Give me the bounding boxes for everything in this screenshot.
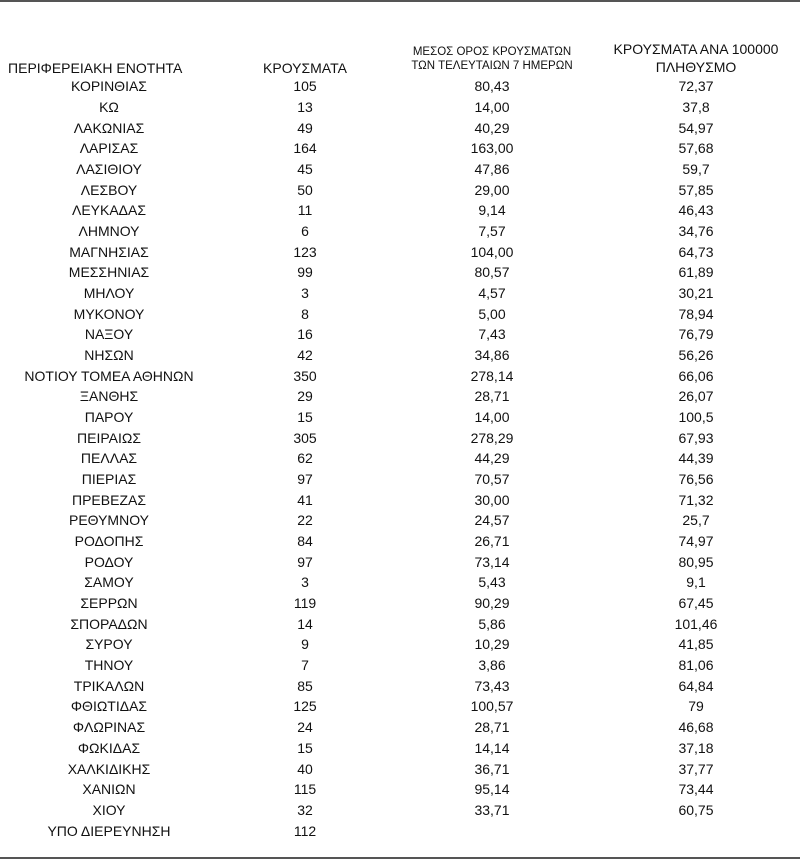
cell-region: ΛΑΚΩΝΙΑΣ xyxy=(73,119,145,136)
cell-per-100k: 66,06 xyxy=(678,367,714,384)
cell-region: ΛΕΣΒΟΥ xyxy=(80,181,138,198)
cell-7day-average: 36,71 xyxy=(474,760,510,777)
cell-cases: 9 xyxy=(301,636,309,653)
table-row xyxy=(0,593,800,614)
table-row xyxy=(0,303,800,324)
bottom-border-line xyxy=(0,857,800,859)
cell-per-100k: 72,37 xyxy=(678,78,714,95)
cell-7day-average: 5,86 xyxy=(478,615,506,632)
table-row xyxy=(0,800,800,821)
cell-region: ΣΠΟΡΑΔΩΝ xyxy=(70,615,148,632)
cell-cases: 350 xyxy=(293,367,317,384)
cell-per-100k: 57,68 xyxy=(678,140,714,157)
cell-cases: 41 xyxy=(297,491,313,508)
cell-per-100k: 41,85 xyxy=(678,636,714,653)
table-row xyxy=(0,531,800,552)
cell-per-100k: 56,26 xyxy=(678,347,714,364)
table-row xyxy=(0,427,800,448)
cell-region: ΛΑΡΙΣΑΣ xyxy=(79,140,139,157)
cell-cases: 15 xyxy=(297,409,313,426)
table-row xyxy=(0,448,800,469)
cell-per-100k: 101,46 xyxy=(674,615,718,632)
cell-7day-average: 44,29 xyxy=(474,450,510,467)
cell-7day-average: 28,71 xyxy=(474,388,510,405)
cell-7day-average: 14,14 xyxy=(474,739,510,756)
cell-region: ΦΘΙΩΤΙΔΑΣ xyxy=(70,698,148,715)
cell-region: ΜΑΓΝΗΣΙΑΣ xyxy=(69,243,149,260)
cell-per-100k: 60,75 xyxy=(678,801,714,818)
cell-per-100k: 46,68 xyxy=(678,719,714,736)
table-row xyxy=(0,613,800,634)
cell-7day-average: 73,43 xyxy=(474,677,510,694)
table-row xyxy=(0,634,800,655)
cell-7day-average: 80,43 xyxy=(474,78,510,95)
cell-cases: 11 xyxy=(297,202,313,219)
cell-7day-average: 33,71 xyxy=(474,801,510,818)
cell-per-100k xyxy=(592,820,800,841)
cell-region: ΚΩ xyxy=(99,99,119,115)
cell-per-100k: 54,97 xyxy=(678,119,714,136)
cell-per-100k: 67,93 xyxy=(678,429,714,446)
cell-per-100k: 30,21 xyxy=(678,285,714,302)
cell-7day-average: 30,00 xyxy=(474,491,510,508)
cell-region: ΤΡΙΚΑΛΩΝ xyxy=(73,677,145,694)
cell-region: ΡΟΔΟΥ xyxy=(84,553,134,570)
table-row xyxy=(0,117,800,138)
cell-cases: 3 xyxy=(301,574,309,591)
table-row xyxy=(0,675,800,696)
cell-7day-average: 163,00 xyxy=(470,140,514,157)
cell-region: ΠΕΛΛΑΣ xyxy=(80,450,138,467)
cell-cases: 49 xyxy=(297,119,313,136)
cell-cases: 97 xyxy=(297,553,313,570)
top-border-line xyxy=(0,0,800,2)
cell-cases: 45 xyxy=(297,161,313,178)
cell-7day-average: 29,00 xyxy=(474,181,510,198)
cell-7day-average: 104,00 xyxy=(470,243,514,260)
cell-cases: 85 xyxy=(297,677,313,694)
cell-region: ΣΕΡΡΩΝ xyxy=(80,595,138,612)
table-row xyxy=(0,76,800,97)
cell-region: ΧΑΝΙΩΝ xyxy=(82,781,136,798)
cell-7day-average: 3,86 xyxy=(478,657,506,674)
cell-cases: 7 xyxy=(301,657,309,674)
cell-per-100k: 67,45 xyxy=(678,595,714,612)
table-row xyxy=(0,489,800,510)
cell-region: ΝΑΞΟΥ xyxy=(84,326,134,343)
header-per-line1: ΚΡΟΥΣΜΑΤΑ ΑΝΑ 100000 xyxy=(613,41,779,57)
cell-7day-average: 47,86 xyxy=(474,161,510,178)
cell-per-100k: 61,89 xyxy=(678,264,714,281)
cell-region: ΚΟΡΙΝΘΙΑΣ xyxy=(71,78,147,95)
cell-per-100k: 64,84 xyxy=(678,677,714,694)
cell-7day-average: 10,29 xyxy=(474,636,510,653)
cell-7day-average: 5,43 xyxy=(478,574,506,591)
cell-per-100k: 73,44 xyxy=(678,781,714,798)
cell-cases: 115 xyxy=(293,781,317,798)
table-row xyxy=(0,97,800,118)
cell-7day-average: 278,29 xyxy=(470,429,514,446)
cell-cases: 105 xyxy=(293,78,317,95)
cell-cases: 24 xyxy=(297,719,313,736)
cell-per-100k: 81,06 xyxy=(678,657,714,674)
cell-per-100k: 79 xyxy=(688,698,704,715)
header-avg-line1: ΜΕΣΟΣ ΟΡΟΣ ΚΡΟΥΣΜΑΤΩΝ xyxy=(412,46,572,58)
cell-cases: 50 xyxy=(297,181,313,198)
cell-per-100k: 78,94 xyxy=(678,305,714,322)
cell-per-100k: 34,76 xyxy=(678,223,714,240)
cell-cases: 97 xyxy=(297,471,313,488)
cell-region: ΞΑΝΘΗΣ xyxy=(79,388,139,405)
header-row xyxy=(0,36,800,76)
header-cases: ΚΡΟΥΣΜΑΤΑ xyxy=(263,60,347,76)
cell-cases: 84 xyxy=(297,533,313,550)
table-row xyxy=(0,469,800,490)
table-row xyxy=(0,779,800,800)
cell-cases: 13 xyxy=(297,99,313,115)
table-row xyxy=(0,551,800,572)
table-row xyxy=(0,738,800,759)
cell-region: ΠΑΡΟΥ xyxy=(84,409,134,426)
cell-region: ΜΗΛΟΥ xyxy=(83,285,135,302)
cell-cases: 40 xyxy=(297,760,313,777)
cell-region: ΛΗΜΝΟΥ xyxy=(78,223,140,240)
cell-7day-average: 14,00 xyxy=(474,409,510,426)
cell-per-100k: 100,5 xyxy=(678,409,714,426)
table-row xyxy=(0,717,800,738)
table-row xyxy=(0,386,800,407)
table-row xyxy=(0,324,800,345)
cell-7day-average: 278,14 xyxy=(470,367,514,384)
header-per-line2: ΠΛΗΘΥΣΜΟ xyxy=(655,59,737,75)
table-row xyxy=(0,345,800,366)
cell-cases: 164 xyxy=(293,140,317,157)
cell-region: ΧΑΛΚΙΔΙΚΗΣ xyxy=(67,760,151,777)
header-avg-line2: ΤΩΝ ΤΕΛΕΥΤΑΙΩΝ 7 ΗΜΕΡΩΝ xyxy=(411,60,573,72)
cell-7day-average: 40,29 xyxy=(474,119,510,136)
cell-per-100k: 44,39 xyxy=(678,450,714,467)
cell-region: ΠΡΕΒΕΖΑΣ xyxy=(71,491,146,508)
table-row xyxy=(0,241,800,262)
cell-region: ΜΥΚΟΝΟΥ xyxy=(73,305,145,322)
cell-region: ΤΗΝΟΥ xyxy=(84,657,134,674)
cell-7day-average: 28,71 xyxy=(474,719,510,736)
cell-7day-average: 70,57 xyxy=(474,471,510,488)
cell-7day-average: 95,14 xyxy=(474,781,510,798)
cell-cases: 119 xyxy=(293,595,317,612)
cell-cases: 14 xyxy=(297,615,313,632)
header-per-100k xyxy=(592,36,800,76)
cell-cases: 125 xyxy=(293,698,317,715)
cell-7day-average: 14,00 xyxy=(474,99,510,115)
table-row xyxy=(0,696,800,717)
table-row xyxy=(0,572,800,593)
cell-cases: 99 xyxy=(297,264,313,281)
table-row xyxy=(0,655,800,676)
cell-per-100k: 74,97 xyxy=(678,533,714,550)
cell-cases: 29 xyxy=(297,388,313,405)
cell-region: ΠΕΙΡΑΙΩΣ xyxy=(77,429,141,446)
header-7day-average xyxy=(392,36,592,76)
cell-region: ΣΥΡΟΥ xyxy=(85,636,133,653)
cell-7day-average: 26,71 xyxy=(474,533,510,550)
table-row xyxy=(0,200,800,221)
cell-region: ΦΛΩΡΙΝΑΣ xyxy=(72,719,146,736)
cell-region: ΣΑΜΟΥ xyxy=(84,574,134,591)
table-row xyxy=(0,365,800,386)
cell-per-100k: 37,77 xyxy=(678,760,714,777)
cell-7day-average: 5,00 xyxy=(478,305,506,322)
cell-per-100k: 37,8 xyxy=(682,99,710,115)
cell-per-100k: 37,18 xyxy=(678,739,714,756)
table-row xyxy=(0,758,800,779)
cell-7day-average: 7,43 xyxy=(478,326,506,343)
cell-cases: 6 xyxy=(301,223,309,240)
cell-per-100k: 9,1 xyxy=(686,574,706,591)
cell-7day-average xyxy=(392,820,592,841)
cell-7day-average: 34,86 xyxy=(474,347,510,364)
header-region: ΠΕΡΙΦΕΡΕΙΑΚΗ ΕΝΟΤΗΤΑ xyxy=(8,60,183,76)
cell-region: ΛΑΣΙΘΙΟΥ xyxy=(76,161,142,178)
cell-7day-average: 100,57 xyxy=(470,698,514,715)
cell-cases: 22 xyxy=(297,512,313,529)
table-row xyxy=(0,159,800,180)
cell-cases: 123 xyxy=(293,243,317,260)
cell-per-100k: 46,43 xyxy=(678,202,714,219)
table-rows xyxy=(0,76,800,841)
cell-cases: 15 xyxy=(297,739,313,756)
table-row xyxy=(0,262,800,283)
cell-7day-average: 80,57 xyxy=(474,264,510,281)
cell-region: ΦΩΚΙΔΑΣ xyxy=(77,739,141,756)
table-row xyxy=(0,820,800,841)
cell-region: ΛΕΥΚΑΔΑΣ xyxy=(71,202,147,219)
cell-cases: 3 xyxy=(301,285,309,302)
cell-7day-average: 24,57 xyxy=(474,512,510,529)
table-row xyxy=(0,283,800,304)
table-row xyxy=(0,138,800,159)
cell-region: ΝΗΣΩΝ xyxy=(84,347,134,364)
cell-cases: 32 xyxy=(297,801,313,818)
cell-cases: 305 xyxy=(293,429,317,446)
cell-cases: 16 xyxy=(297,326,313,343)
cell-per-100k: 76,79 xyxy=(678,326,714,343)
cell-region: ΧΙΟΥ xyxy=(92,801,126,818)
table-body xyxy=(0,76,800,841)
cell-per-100k: 64,73 xyxy=(678,243,714,260)
cell-region: ΝΟΤΙΟΥ ΤΟΜΕΑ ΑΘΗΝΩΝ xyxy=(24,367,194,384)
cell-cases: 62 xyxy=(297,450,313,467)
cell-7day-average: 73,14 xyxy=(474,553,510,570)
cell-per-100k: 71,32 xyxy=(678,491,714,508)
table-row xyxy=(0,407,800,428)
cell-region: ΡΟΔΟΠΗΣ xyxy=(74,533,144,550)
table-header xyxy=(0,36,800,76)
table-row xyxy=(0,221,800,242)
cell-per-100k: 80,95 xyxy=(678,553,714,570)
cell-cases: 42 xyxy=(297,347,313,364)
cell-region: ΠΙΕΡΙΑΣ xyxy=(81,471,137,488)
cell-per-100k: 76,56 xyxy=(678,471,714,488)
cell-region: ΥΠΟ ΔΙΕΡΕΥΝΗΣΗ xyxy=(47,822,171,839)
cell-cases: 112 xyxy=(293,822,317,839)
cell-region: ΡΕΘΥΜΝΟΥ xyxy=(68,512,149,529)
table-row xyxy=(0,510,800,531)
cell-per-100k: 26,07 xyxy=(678,388,714,405)
cell-7day-average: 4,57 xyxy=(478,285,506,302)
cell-7day-average: 90,29 xyxy=(474,595,510,612)
cell-per-100k: 59,7 xyxy=(682,161,710,178)
cell-per-100k: 25,7 xyxy=(682,512,710,529)
table-row xyxy=(0,179,800,200)
cell-cases: 8 xyxy=(301,305,309,322)
cell-region: ΜΕΣΣΗΝΙΑΣ xyxy=(68,264,150,281)
cell-7day-average: 7,57 xyxy=(478,223,506,240)
cell-7day-average: 9,14 xyxy=(478,202,506,219)
cell-per-100k: 57,85 xyxy=(678,181,714,198)
